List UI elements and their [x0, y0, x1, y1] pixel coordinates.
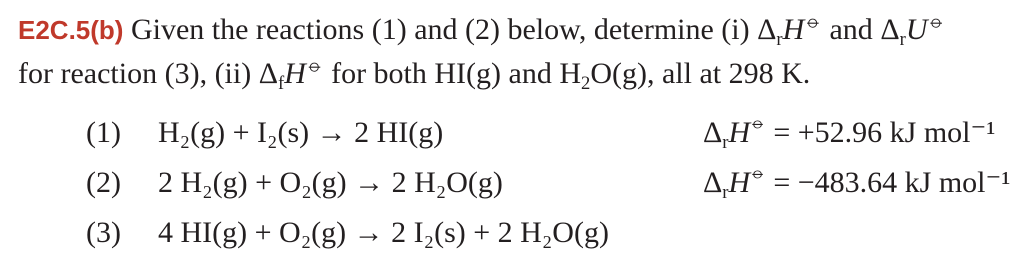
problem-text-part-4: , all at 298 K.	[646, 57, 811, 90]
problem-id: E2C.5(b)	[18, 15, 124, 45]
reaction-equation: 4 HI(g) + O₂(g) → 2 I₂(s) + 2 H₂O(g)	[158, 216, 609, 249]
problem-line-2	[18, 52, 1008, 96]
reaction-row	[0, 108, 1020, 158]
problem-line-1	[18, 8, 1008, 52]
delta-r-u-symbol: $\Delta_rU^⦵$	[880, 8, 946, 50]
reaction-equation: H₂(g) + I₂(s) → 2 HI(g)	[158, 116, 444, 149]
water-formula: $H_2O(g)$	[559, 57, 647, 94]
reaction-number: (1)	[86, 116, 121, 149]
problem-text-part-3: for both HI(g) and	[323, 57, 560, 90]
reaction-row	[0, 158, 1020, 208]
reaction-enthalpy: $\Delta_rH^⦵ = -483.64$ kJ mol⁻¹	[703, 162, 1011, 203]
reaction-equation: 2 H₂(g) + O₂(g) → 2 H₂O(g)	[158, 166, 503, 199]
reaction-number: (2)	[86, 166, 121, 199]
reaction-enthalpy-value: +52.96 kJ mol⁻¹	[797, 116, 996, 149]
delta-f-h-symbol: $\Delta_fH^⦵$	[258, 52, 324, 94]
problem-statement	[18, 8, 1008, 96]
problem-text-part-2: for reaction (3), (ii)	[18, 57, 259, 90]
problem-and-text: and	[821, 13, 881, 46]
problem-text-part-1: Given the reactions (1) and (2) below, determine (i)	[130, 13, 758, 46]
delta-r-h-symbol: $\Delta_rH^⦵$	[757, 8, 822, 50]
reaction-enthalpy-value: −483.64 kJ mol⁻¹	[797, 166, 1011, 199]
reaction-number: (3)	[86, 216, 121, 249]
reaction-row	[0, 208, 1020, 258]
reaction-list	[0, 108, 1020, 258]
reaction-enthalpy: $\Delta_rH^⦵ = +52.96$ kJ mol⁻¹	[703, 112, 996, 153]
